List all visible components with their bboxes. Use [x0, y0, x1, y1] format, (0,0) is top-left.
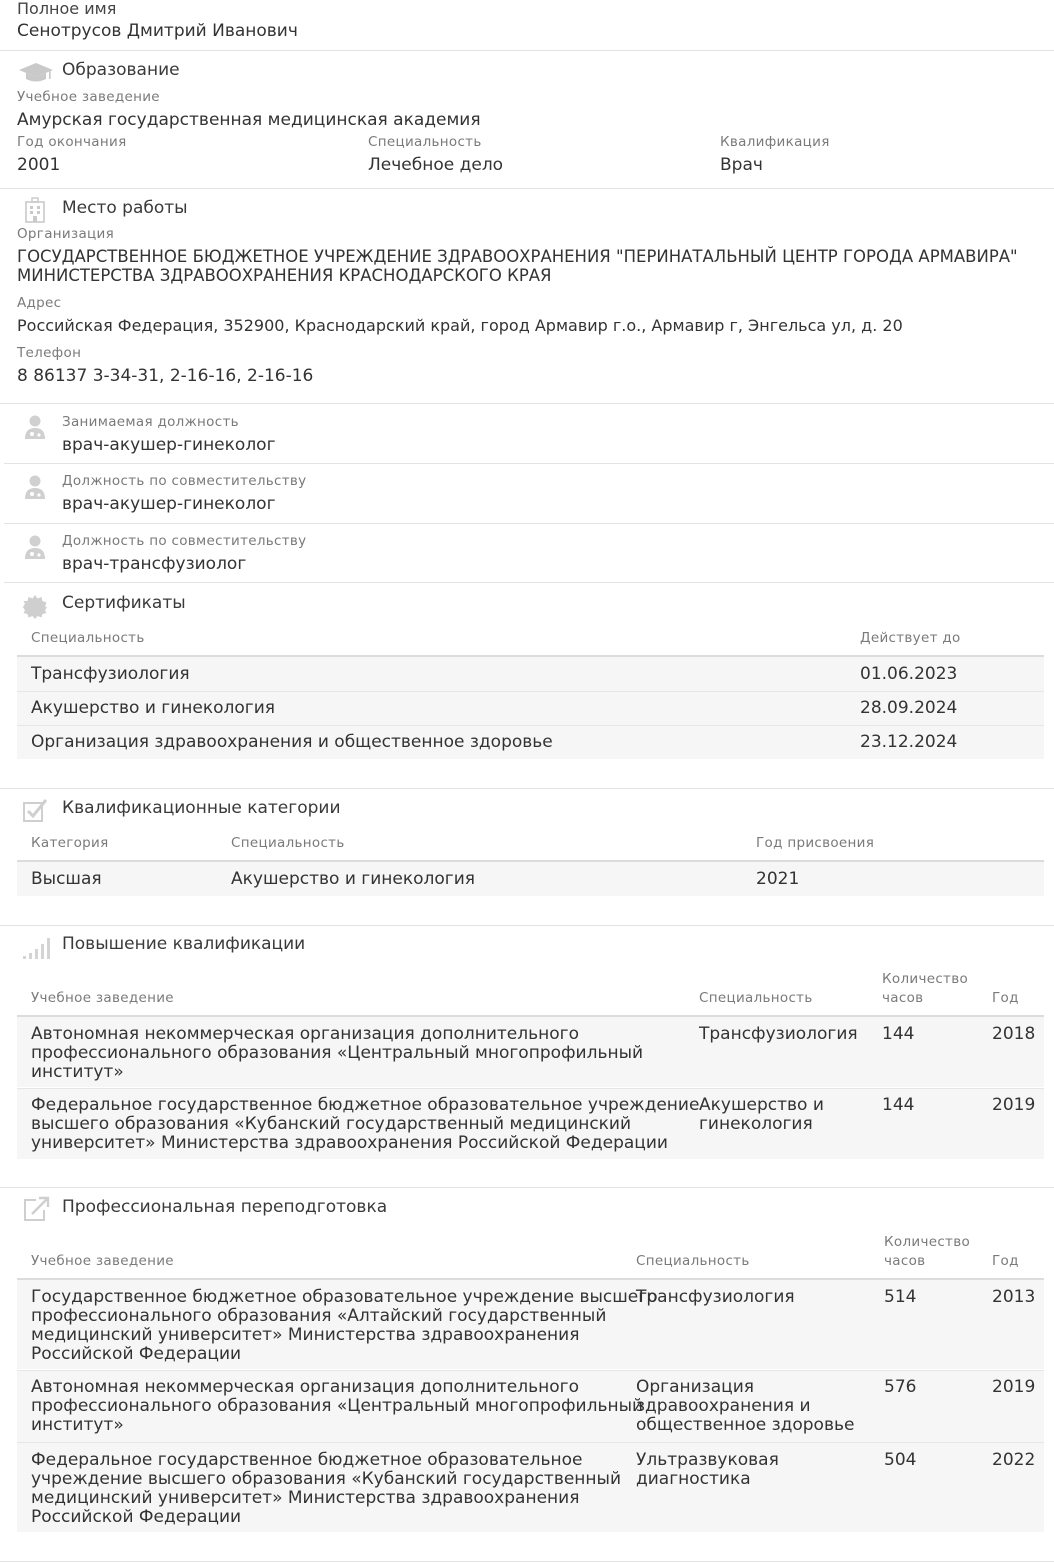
ret-institution-line: Государственное бюджетное образовательное учреждение высшего: [31, 1287, 658, 1307]
ret-institution-line: профессионального образования «Алтайский государственный: [31, 1306, 607, 1326]
adv-institution-line: университет» Министерства здравоохранения Российской Федерации: [31, 1133, 668, 1153]
ret-specialty: здравоохранения и: [636, 1396, 811, 1416]
ret-institution-line: учреждение высшего образования «Кубанский государственный: [31, 1469, 622, 1489]
cat-col-specialty: Специальность: [231, 835, 345, 851]
adv-institution-line: Автономная некоммерческая организация дополнительного: [31, 1024, 579, 1044]
cat-specialty: Акушерство и гинекология: [231, 869, 475, 889]
adv-col-specialty: Специальность: [699, 990, 813, 1006]
adv-institution-line: высшего образования «Кубанский государственный медицинский: [31, 1114, 632, 1134]
ret-year: 2013: [992, 1287, 1036, 1307]
ret-specialty: диагностика: [636, 1469, 751, 1489]
position-value-3: врач-трансфузиолог: [62, 554, 247, 574]
divider: [0, 788, 1054, 789]
cat-col-category: Категория: [31, 835, 109, 851]
position-value-1: врач-акушер-гинеколог: [62, 435, 276, 455]
ret-institution-line: Автономная некоммерческая организация дополнительного: [31, 1377, 579, 1397]
work-org-label: Организация: [17, 226, 114, 242]
divider: [0, 1561, 1054, 1562]
ret-specialty: общественное здоровье: [636, 1415, 855, 1435]
education-institution: Амурская государственная медицинская академия: [17, 110, 481, 130]
cert-valid: 28.09.2024: [860, 698, 958, 718]
position-label-1: Занимаемая должность: [62, 414, 239, 430]
ret-specialty: Трансфузиология: [636, 1287, 795, 1307]
cert-specialty: Акушерство и гинекология: [31, 698, 275, 718]
ret-year: 2022: [992, 1450, 1036, 1470]
divider: [0, 50, 1054, 51]
work-phone: 8 86137 3-34-31, 2-16-16, 2-16-16: [17, 366, 314, 386]
ret-institution-line: Российской Федерации: [31, 1344, 242, 1364]
education-institution-label: Учебное заведение: [17, 89, 160, 105]
cert-valid: 01.06.2023: [860, 664, 958, 684]
ret-institution-line: Российской Федерации: [31, 1507, 242, 1527]
ret-institution-line: медицинский университет» Министерства здравоохранения: [31, 1488, 580, 1508]
doctor-icon: [24, 474, 46, 500]
graduation-cap-icon: [18, 62, 54, 84]
divider: [0, 925, 1054, 926]
adv-specialty: Акушерство и: [699, 1095, 824, 1115]
retraining-title: Профессиональная переподготовка: [62, 1197, 388, 1217]
adv-col-hours-2: часов: [882, 990, 924, 1006]
table-row: [17, 862, 1044, 896]
cert-specialty: Трансфузиология: [31, 664, 190, 684]
education-qualification-label: Квалификация: [720, 134, 830, 150]
certificate-badge-icon: [22, 594, 48, 620]
signal-bars-icon: [22, 936, 50, 960]
doctor-icon: [24, 414, 46, 440]
education-title: Образование: [62, 60, 180, 80]
ret-specialty: Организация: [636, 1377, 754, 1397]
advanced-title: Повышение квалификации: [62, 934, 306, 954]
adv-col-year: Год: [992, 990, 1019, 1006]
ret-hours: 576: [884, 1377, 917, 1397]
ret-specialty: Ультразвуковая: [636, 1450, 779, 1470]
ret-institution-line: профессионального образования «Центральный многопрофильный: [31, 1396, 644, 1416]
divider: [0, 403, 1054, 404]
ret-col-year: Год: [992, 1253, 1019, 1269]
work-title: Место работы: [62, 198, 188, 218]
education-year-label: Год окончания: [17, 134, 127, 150]
adv-hours: 144: [882, 1095, 915, 1115]
ret-institution-line: Федеральное государственное бюджетное образовательное: [31, 1450, 583, 1470]
education-year: 2001: [17, 155, 61, 175]
ret-institution-line: медицинский университет» Министерства здравоохранения: [31, 1325, 580, 1345]
ret-col-institution: Учебное заведение: [31, 1253, 174, 1269]
ret-col-specialty: Специальность: [636, 1253, 750, 1269]
work-org-line1: ГОСУДАРСТВЕННОЕ БЮДЖЕТНОЕ УЧРЕЖДЕНИЕ ЗДРАВООХРАНЕНИЯ "ПЕРИНАТАЛЬНЫЙ ЦЕНТР ГОРОДА АРМАВИРА": [17, 247, 1018, 266]
adv-hours: 144: [882, 1024, 915, 1044]
full-name: Сенотрусов Дмитрий Иванович: [17, 21, 298, 41]
divider: [0, 1187, 1054, 1188]
cert-col-specialty: Специальность: [31, 630, 145, 646]
checkbox-check-icon: [22, 797, 48, 823]
adv-specialty: Трансфузиология: [699, 1024, 858, 1044]
adv-col-institution: Учебное заведение: [31, 990, 174, 1006]
ret-col-hours-1: Количество: [884, 1234, 971, 1250]
adv-col-hours-1: Количество: [882, 971, 969, 987]
work-address: Российская Федерация, 352900, Краснодарский край, город Армавир г.о., Армавир г, Энгельса ул, д. 20: [17, 316, 903, 335]
adv-institution-line: Федеральное государственное бюджетное образовательное учреждение: [31, 1095, 700, 1115]
cat-col-year: Год присвоения: [756, 835, 875, 851]
adv-year: 2018: [992, 1024, 1036, 1044]
ret-institution-line: институт»: [31, 1415, 124, 1435]
full-name-label: Полное имя: [17, 0, 117, 18]
divider: [4, 463, 1054, 464]
cert-specialty: Организация здравоохранения и общественное здоровье: [31, 732, 553, 752]
ret-hours: 514: [884, 1287, 917, 1307]
certificates-title: Сертификаты: [62, 593, 186, 613]
categories-title: Квалификационные категории: [62, 798, 341, 818]
adv-year: 2019: [992, 1095, 1036, 1115]
work-org-line2: МИНИСТЕРСТВА ЗДРАВООХРАНЕНИЯ КРАСНОДАРСКОГО КРАЯ: [17, 266, 552, 285]
position-label-2: Должность по совместительству: [62, 473, 307, 489]
education-specialty: Лечебное дело: [368, 155, 504, 175]
adv-institution-line: профессионального образования «Центральный многопрофильный: [31, 1043, 644, 1063]
work-address-label: Адрес: [17, 295, 62, 311]
cat-year: 2021: [756, 869, 800, 889]
divider: [0, 188, 1054, 189]
cert-col-valid: Действует до: [860, 630, 961, 646]
position-label-3: Должность по совместительству: [62, 533, 307, 549]
building-icon: [24, 197, 46, 223]
adv-institution-line: институт»: [31, 1062, 124, 1082]
cert-valid: 23.12.2024: [860, 732, 958, 752]
divider: [4, 523, 1054, 524]
education-specialty-label: Специальность: [368, 134, 482, 150]
adv-specialty: гинекология: [699, 1114, 813, 1134]
cat-category: Высшая: [31, 869, 102, 889]
external-link-icon: [22, 1196, 50, 1222]
work-phone-label: Телефон: [17, 345, 82, 361]
divider: [4, 582, 1054, 583]
ret-hours: 504: [884, 1450, 917, 1470]
education-qualification: Врач: [720, 155, 763, 175]
doctor-icon: [24, 534, 46, 560]
ret-year: 2019: [992, 1377, 1036, 1397]
ret-col-hours-2: часов: [884, 1253, 926, 1269]
position-value-2: врач-акушер-гинеколог: [62, 494, 276, 514]
